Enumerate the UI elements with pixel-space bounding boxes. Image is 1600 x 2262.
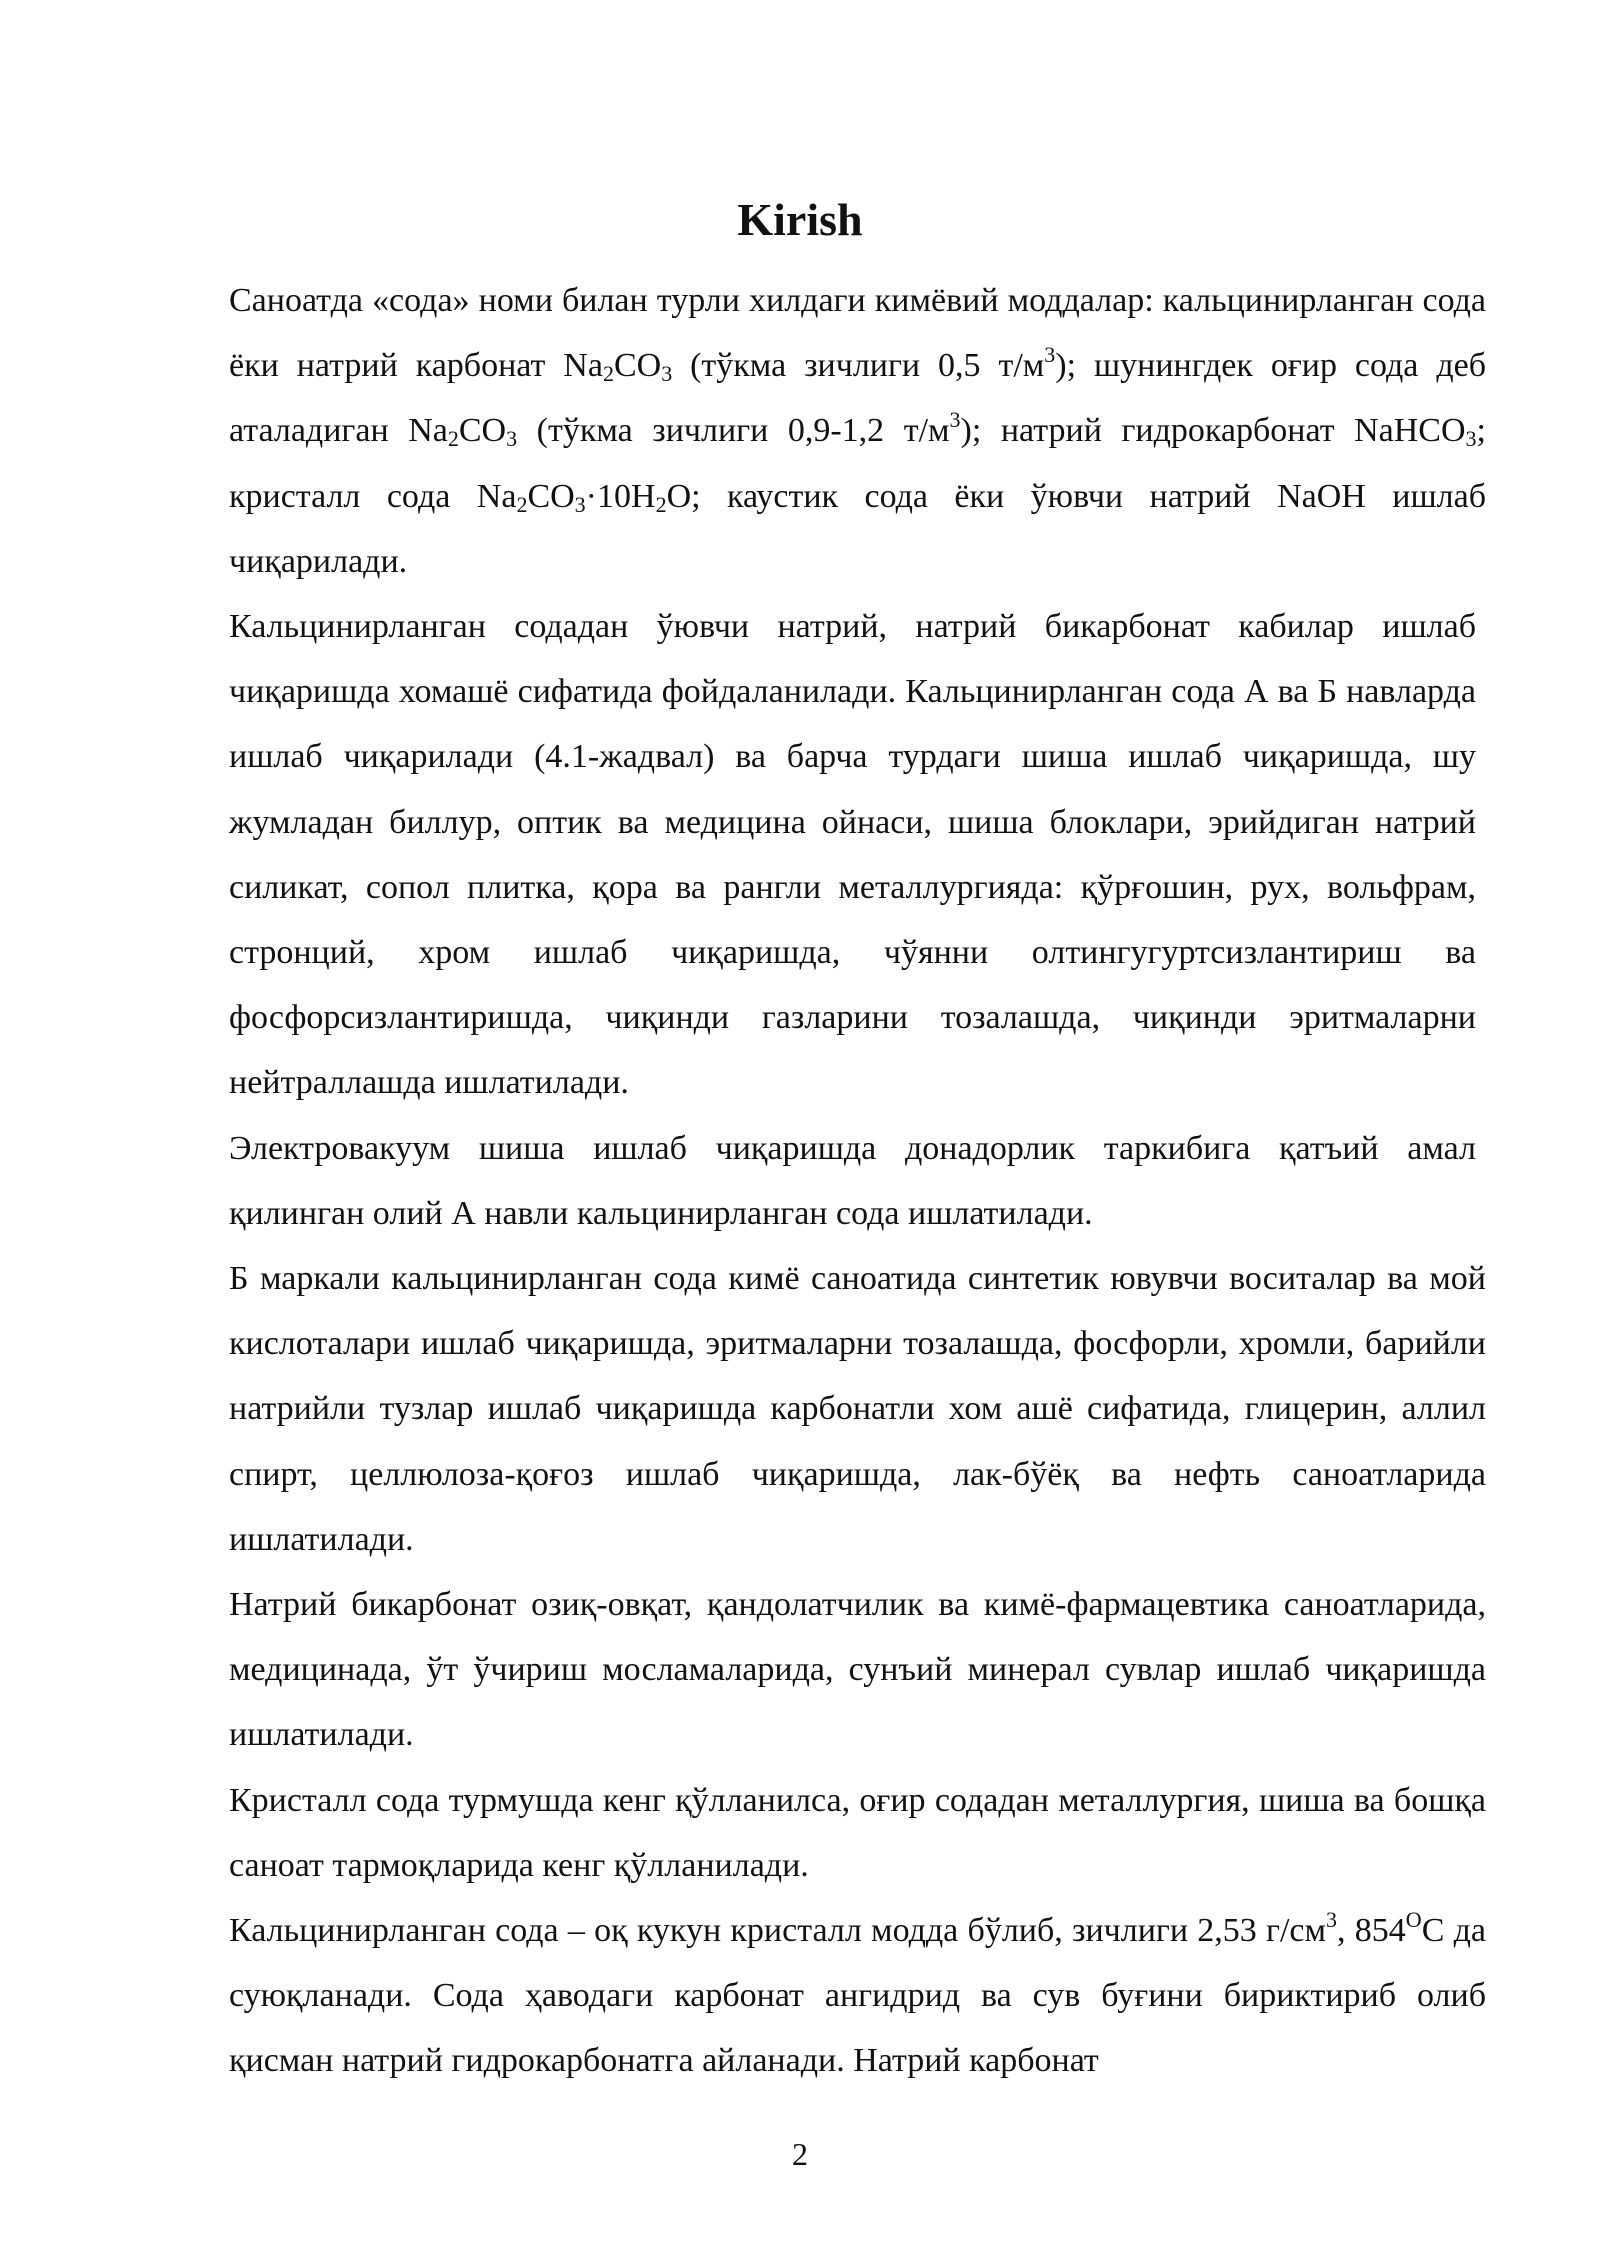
text-run: Электровакуум шиша ишлаб чиқаришда донадорлик таркибига қатъий амал қилинган олий А навли кальцинирланган сода ишлатилади. bbox=[229, 1129, 1476, 1232]
text-run: ); натрий гидрокарбонат NaHCO bbox=[960, 412, 1466, 450]
page-title: Kirish bbox=[737, 194, 863, 245]
superscript: O bbox=[1405, 1907, 1422, 1933]
text-run: Кристалл сода турмушда кенг қўлланилса, оғир содадан металлургия, шиша ва бошқа саноат тармоқларида кенг қўлланилади. bbox=[229, 1781, 1486, 1884]
page-number: 2 bbox=[792, 2136, 808, 2172]
paragraph-p7 bbox=[229, 1898, 1486, 2094]
subscript: 2 bbox=[655, 491, 667, 517]
text-run: Натрий бикарбонат озиқ-овқат, қандолатчилик ва кимё-фармацевтика саноатларида, медицинада, ўт ўчириш мосламаларида, сунъий минерал сувлар ишлаб чиқаришда ишлатилади. bbox=[229, 1586, 1486, 1754]
text-run: Саноатда «сода» номи билан турли хилдаги кимёвий моддалар: кальцинирланган сода ёки натрий карбонат Na bbox=[229, 282, 1486, 385]
text-run: (тўкма зичлиги 0,9-1,2 т/м bbox=[517, 412, 950, 450]
paragraph-p6 bbox=[229, 1768, 1486, 1898]
subscript: 2 bbox=[516, 491, 528, 517]
subscript: 2 bbox=[447, 426, 459, 452]
subscript: 3 bbox=[506, 426, 518, 452]
text-run: CO bbox=[527, 477, 575, 515]
subscript: 3 bbox=[574, 491, 586, 517]
text-run: , 854 bbox=[1337, 1912, 1406, 1950]
subscript: 3 bbox=[661, 361, 673, 387]
subscript: 3 bbox=[1465, 426, 1477, 452]
text-run: Кальцинирланган сода – оқ кукун кристалл модда бўлиб, зичлиги 2,53 г/см bbox=[229, 1912, 1327, 1950]
paragraph-p5 bbox=[229, 1572, 1486, 1768]
paragraph-p1 bbox=[229, 268, 1486, 594]
text-run: CO bbox=[613, 347, 662, 385]
text-run: ); шунингдек оғир сода деб аталадиган Na bbox=[229, 347, 1487, 450]
superscript: 3 bbox=[1044, 342, 1056, 368]
text-run: ; кристалл сода Na bbox=[229, 412, 1486, 515]
text-run: (тўкма зичлиги 0,5 т/м bbox=[672, 347, 1045, 385]
superscript: 3 bbox=[949, 407, 961, 433]
subscript: 2 bbox=[602, 361, 614, 387]
paragraph-p2 bbox=[229, 594, 1476, 1116]
superscript: 3 bbox=[1326, 1907, 1338, 1933]
text-run: Б маркали кальцинирланган сода кимё саноатида синтетик ювувчи воситалар ва мой кислоталари ишлаб чиқаришда, эритмаларни тозалашда, фосфорли, хромли, барийли натрийли тузлар ишлаб чиқаришда карбонатли хом ашё сифатида, глицерин, аллил спирт, целлюлоза-қоғоз ишлаб чиқаришда, лак-бўёқ ва нефть саноатларида ишлатилади. bbox=[229, 1260, 1486, 1558]
document-body bbox=[229, 268, 1486, 2094]
text-run: CO bbox=[458, 412, 507, 450]
text-run: С да суюқланади. Сода ҳаводаги карбонат ангидрид ва сув буғини бириктириб олиб қисман натрий гидрокарбонатга айланади. Натрий карбонат bbox=[229, 1912, 1486, 2080]
paragraph-p4 bbox=[229, 1246, 1486, 1572]
text-run: Кальцинирланган содадан ўювчи натрий, натрий бикарбонат кабилар ишлаб чиқаришда хомашё сифатида фойдаланилади. Кальцинирланган сода А ва Б навларда ишлаб чиқарилади (4.1-жадвал) ва барча турдаги шиша ишлаб чиқаришда, шу жумладан биллур, оптик ва медицина ойнаси, шиша блоклари, эрийдиган натрий силикат, сопол плитка, қора ва рангли металлургияда: қўрғошин, рух, вольфрам, стронций, хром ишлаб чиқаришда, чўянни олтингугуртсизлантириш ва фосфорсизлантиришда, чиқинди газларини тозалашда, чиқинди эритмаларни нейтраллашда ишлатилади. bbox=[229, 608, 1476, 1102]
text-run: ·10H bbox=[585, 477, 656, 515]
text-run: O; каустик сода ёки ўювчи натрий NaOH ишлаб чиқарилади. bbox=[229, 477, 1486, 580]
paragraph-p3 bbox=[229, 1116, 1476, 1246]
